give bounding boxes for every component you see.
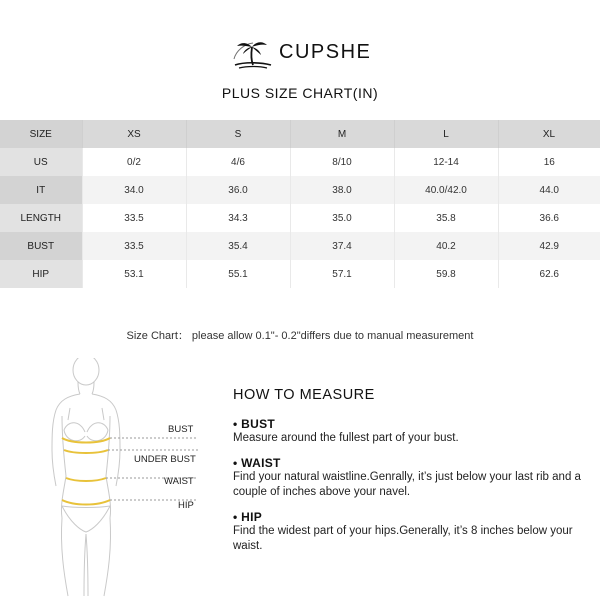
table-cell: 33.5 — [82, 232, 186, 260]
row-label: US — [0, 148, 82, 176]
measure-heading: • BUST — [233, 417, 276, 431]
label-hip: HIP — [178, 500, 194, 511]
table-header-cell: M — [290, 120, 394, 148]
brand-name: CUPSHE — [279, 41, 372, 63]
size-table — [0, 120, 600, 288]
measure-description: Find your natural waistline.Genrally, it’s just below your last rib and a couple of inches above your navel. — [233, 471, 581, 498]
row-label: LENGTH — [0, 204, 82, 232]
measure-lines — [62, 438, 110, 505]
table-cell: 37.4 — [290, 232, 394, 260]
row-label: IT — [0, 176, 82, 204]
table-cell: 62.6 — [539, 268, 559, 280]
table-header-cell: SIZE — [0, 120, 82, 148]
how-to-measure-title: HOW TO MEASURE — [233, 387, 375, 403]
measure-heading: • WAIST — [233, 456, 281, 470]
label-bust: BUST — [168, 424, 194, 435]
table-cell: 4/6 — [186, 148, 290, 176]
table-row — [0, 148, 600, 176]
table-header-cell: XL — [498, 120, 600, 148]
label-under-bust: UNDER BUST — [134, 454, 196, 465]
label-waist: WAIST — [164, 476, 194, 487]
table-cell: 36.6 — [539, 212, 559, 224]
measure-item-waist — [233, 456, 593, 500]
table-cell: 35.4 — [186, 232, 290, 260]
table-cell: 42.9 — [498, 232, 600, 260]
measure-item-hip — [233, 510, 593, 554]
table-row — [0, 204, 600, 232]
table-cell: 34.3 — [186, 204, 290, 232]
table-header-row — [0, 120, 600, 148]
table-cell: 35.0 — [290, 204, 394, 232]
how-to-measure-section — [233, 387, 593, 564]
table-cell: 8/10 — [290, 148, 394, 176]
table-cell: 38.0 — [290, 176, 394, 204]
table-cell: 53.1 — [82, 260, 186, 288]
table-cell: 16 — [543, 156, 555, 168]
table-cell: 34.0 — [82, 176, 186, 204]
table-cell: 36.0 — [186, 176, 290, 204]
measure-item-bust — [233, 417, 593, 446]
measure-heading: • HIP — [233, 510, 263, 524]
chart-title: PLUS SIZE CHART(IN) — [221, 85, 379, 101]
body-figure — [40, 358, 200, 598]
table-cell: 33.5 — [82, 204, 186, 232]
table-header-cell: S — [186, 120, 290, 148]
table-cell: 57.1 — [290, 260, 394, 288]
table-cell: 40.0/42.0 — [394, 176, 498, 204]
table-cell: 0/2 — [82, 148, 186, 176]
table-header-cell: L — [394, 120, 498, 148]
table-cell: 40.2 — [394, 232, 498, 260]
table-cell: 35.8 — [394, 204, 498, 232]
table-row — [0, 260, 600, 288]
measure-description: Find the widest part of your hips.Generally, it’s 8 inches below your waist. — [233, 525, 573, 552]
measure-description: Measure around the fullest part of your bust. — [233, 432, 459, 444]
row-label: BUST — [0, 232, 82, 260]
palm-tree-island-icon — [232, 38, 274, 70]
table-row — [0, 232, 600, 260]
table-header-cell: XS — [82, 120, 186, 148]
table-cell: 55.1 — [186, 260, 290, 288]
table-row — [0, 176, 600, 204]
table-cell: 44.0 — [498, 176, 600, 204]
row-label: HIP — [0, 260, 82, 288]
brand-header — [0, 38, 600, 74]
measurement-note: Size Chart： please allow 0.1"- 0.2"differs due to manual measurement — [126, 330, 474, 342]
table-cell: 12-14 — [394, 148, 498, 176]
table-cell: 59.8 — [394, 260, 498, 288]
